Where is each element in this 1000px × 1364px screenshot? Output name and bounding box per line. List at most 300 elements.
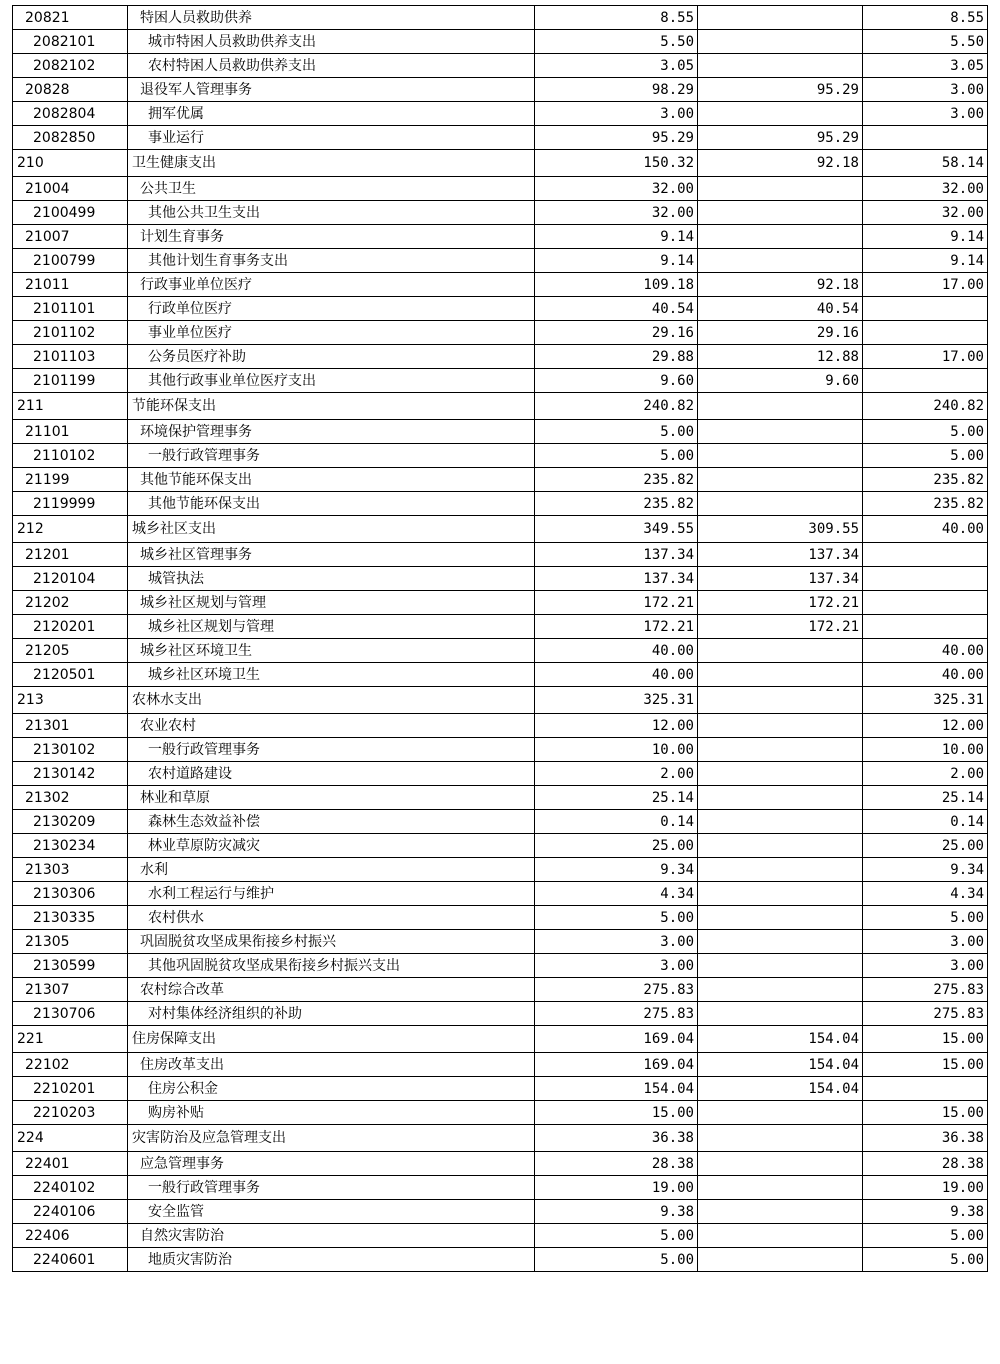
total-cell: 2.00 <box>535 762 698 786</box>
project-expenditure-cell: 235.82 <box>863 492 988 516</box>
total-cell: 5.00 <box>535 1248 698 1272</box>
project-expenditure-cell: 36.38 <box>863 1125 988 1152</box>
table-row <box>13 567 988 591</box>
total-cell: 15.00 <box>535 1101 698 1125</box>
project-expenditure-cell: 5.00 <box>863 1224 988 1248</box>
table-row <box>13 297 988 321</box>
name-cell: 其他公共卫生支出 <box>128 201 535 225</box>
project-expenditure-cell: 5.00 <box>863 906 988 930</box>
project-expenditure-cell <box>863 369 988 393</box>
total-cell: 8.55 <box>535 6 698 30</box>
name-cell: 特困人员救助供养 <box>128 6 535 30</box>
project-expenditure-cell: 9.34 <box>863 858 988 882</box>
basic-expenditure-cell: 309.55 <box>698 516 863 543</box>
code-cell: 2120104 <box>13 567 128 591</box>
name-cell: 林业草原防灾减灾 <box>128 834 535 858</box>
project-expenditure-cell: 19.00 <box>863 1176 988 1200</box>
code-cell: 22102 <box>13 1053 128 1077</box>
table-row <box>13 687 988 714</box>
table-row <box>13 858 988 882</box>
project-expenditure-cell: 10.00 <box>863 738 988 762</box>
project-expenditure-cell <box>863 297 988 321</box>
basic-expenditure-cell <box>698 1200 863 1224</box>
table-row <box>13 126 988 150</box>
code-cell: 2210201 <box>13 1077 128 1101</box>
project-expenditure-cell: 5.50 <box>863 30 988 54</box>
name-cell: 住房改革支出 <box>128 1053 535 1077</box>
total-cell: 5.50 <box>535 30 698 54</box>
project-expenditure-cell: 25.14 <box>863 786 988 810</box>
name-cell: 城乡社区规划与管理 <box>128 615 535 639</box>
total-cell: 25.00 <box>535 834 698 858</box>
table-row <box>13 177 988 201</box>
code-cell: 212 <box>13 516 128 543</box>
project-expenditure-cell: 40.00 <box>863 663 988 687</box>
code-cell: 2120501 <box>13 663 128 687</box>
name-cell: 其他节能环保支出 <box>128 468 535 492</box>
basic-expenditure-cell <box>698 1002 863 1026</box>
total-cell: 137.34 <box>535 567 698 591</box>
project-expenditure-cell: 5.00 <box>863 444 988 468</box>
code-cell: 2082101 <box>13 30 128 54</box>
name-cell: 其他巩固脱贫攻坚成果衔接乡村振兴支出 <box>128 954 535 978</box>
project-expenditure-cell: 15.00 <box>863 1053 988 1077</box>
basic-expenditure-cell <box>698 1125 863 1152</box>
project-expenditure-cell: 3.00 <box>863 954 988 978</box>
basic-expenditure-cell <box>698 810 863 834</box>
code-cell: 21011 <box>13 273 128 297</box>
total-cell: 9.60 <box>535 369 698 393</box>
basic-expenditure-cell: 154.04 <box>698 1053 863 1077</box>
code-cell: 21202 <box>13 591 128 615</box>
basic-expenditure-cell: 172.21 <box>698 591 863 615</box>
name-cell: 环境保护管理事务 <box>128 420 535 444</box>
name-cell: 农村综合改革 <box>128 978 535 1002</box>
basic-expenditure-cell: 154.04 <box>698 1077 863 1101</box>
code-cell: 2240102 <box>13 1176 128 1200</box>
project-expenditure-cell: 235.82 <box>863 468 988 492</box>
name-cell: 农村道路建设 <box>128 762 535 786</box>
basic-expenditure-cell <box>698 177 863 201</box>
basic-expenditure-cell <box>698 663 863 687</box>
name-cell: 事业单位医疗 <box>128 321 535 345</box>
table-row <box>13 1152 988 1176</box>
project-expenditure-cell <box>863 591 988 615</box>
table-row <box>13 369 988 393</box>
table-row <box>13 906 988 930</box>
name-cell: 住房公积金 <box>128 1077 535 1101</box>
total-cell: 0.14 <box>535 810 698 834</box>
code-cell: 2130209 <box>13 810 128 834</box>
name-cell: 一般行政管理事务 <box>128 738 535 762</box>
code-cell: 2082102 <box>13 54 128 78</box>
total-cell: 137.34 <box>535 543 698 567</box>
project-expenditure-cell: 3.05 <box>863 54 988 78</box>
project-expenditure-cell: 40.00 <box>863 516 988 543</box>
code-cell: 2082850 <box>13 126 128 150</box>
basic-expenditure-cell: 12.88 <box>698 345 863 369</box>
project-expenditure-cell: 15.00 <box>863 1026 988 1053</box>
code-cell: 21199 <box>13 468 128 492</box>
name-cell: 其他行政事业单位医疗支出 <box>128 369 535 393</box>
code-cell: 22406 <box>13 1224 128 1248</box>
code-cell: 2082804 <box>13 102 128 126</box>
basic-expenditure-cell <box>698 225 863 249</box>
name-cell: 应急管理事务 <box>128 1152 535 1176</box>
name-cell: 农业农村 <box>128 714 535 738</box>
total-cell: 150.32 <box>535 150 698 177</box>
total-cell: 5.00 <box>535 444 698 468</box>
basic-expenditure-cell <box>698 201 863 225</box>
table-row <box>13 543 988 567</box>
basic-expenditure-cell <box>698 834 863 858</box>
code-cell: 21205 <box>13 639 128 663</box>
basic-expenditure-cell: 92.18 <box>698 273 863 297</box>
basic-expenditure-cell <box>698 54 863 78</box>
project-expenditure-cell <box>863 1077 988 1101</box>
project-expenditure-cell: 28.38 <box>863 1152 988 1176</box>
code-cell: 2130306 <box>13 882 128 906</box>
name-cell: 公共卫生 <box>128 177 535 201</box>
basic-expenditure-cell: 95.29 <box>698 78 863 102</box>
table-row <box>13 54 988 78</box>
code-cell: 2210203 <box>13 1101 128 1125</box>
total-cell: 29.88 <box>535 345 698 369</box>
project-expenditure-cell: 325.31 <box>863 687 988 714</box>
code-cell: 21305 <box>13 930 128 954</box>
project-expenditure-cell: 5.00 <box>863 1248 988 1272</box>
basic-expenditure-cell <box>698 738 863 762</box>
basic-expenditure-cell <box>698 30 863 54</box>
total-cell: 36.38 <box>535 1125 698 1152</box>
total-cell: 32.00 <box>535 177 698 201</box>
table-row <box>13 444 988 468</box>
name-cell: 灾害防治及应急管理支出 <box>128 1125 535 1152</box>
name-cell: 住房保障支出 <box>128 1026 535 1053</box>
basic-expenditure-cell <box>698 6 863 30</box>
code-cell: 2240601 <box>13 1248 128 1272</box>
total-cell: 5.00 <box>535 906 698 930</box>
table-row <box>13 1224 988 1248</box>
name-cell: 林业和草原 <box>128 786 535 810</box>
name-cell: 水利 <box>128 858 535 882</box>
total-cell: 40.00 <box>535 663 698 687</box>
basic-expenditure-cell: 154.04 <box>698 1026 863 1053</box>
project-expenditure-cell: 9.38 <box>863 1200 988 1224</box>
name-cell: 农林水支出 <box>128 687 535 714</box>
total-cell: 3.00 <box>535 954 698 978</box>
table-row <box>13 1053 988 1077</box>
project-expenditure-cell: 3.00 <box>863 102 988 126</box>
basic-expenditure-cell: 95.29 <box>698 126 863 150</box>
table-row <box>13 321 988 345</box>
table-row <box>13 978 988 1002</box>
basic-expenditure-cell <box>698 444 863 468</box>
table-row <box>13 1200 988 1224</box>
project-expenditure-cell <box>863 567 988 591</box>
basic-expenditure-cell: 29.16 <box>698 321 863 345</box>
total-cell: 154.04 <box>535 1077 698 1101</box>
basic-expenditure-cell <box>698 1176 863 1200</box>
total-cell: 40.00 <box>535 639 698 663</box>
code-cell: 21101 <box>13 420 128 444</box>
basic-expenditure-cell <box>698 639 863 663</box>
name-cell: 事业运行 <box>128 126 535 150</box>
name-cell: 卫生健康支出 <box>128 150 535 177</box>
name-cell: 自然灾害防治 <box>128 1224 535 1248</box>
code-cell: 2240106 <box>13 1200 128 1224</box>
total-cell: 28.38 <box>535 1152 698 1176</box>
basic-expenditure-cell: 137.34 <box>698 567 863 591</box>
name-cell: 行政单位医疗 <box>128 297 535 321</box>
table-row <box>13 201 988 225</box>
table-row <box>13 345 988 369</box>
code-cell: 21201 <box>13 543 128 567</box>
project-expenditure-cell: 8.55 <box>863 6 988 30</box>
code-cell: 21004 <box>13 177 128 201</box>
table-row <box>13 150 988 177</box>
name-cell: 巩固脱贫攻坚成果衔接乡村振兴 <box>128 930 535 954</box>
code-cell: 210 <box>13 150 128 177</box>
total-cell: 172.21 <box>535 591 698 615</box>
total-cell: 275.83 <box>535 1002 698 1026</box>
total-cell: 9.14 <box>535 249 698 273</box>
basic-expenditure-cell: 40.54 <box>698 297 863 321</box>
total-cell: 95.29 <box>535 126 698 150</box>
table-row <box>13 492 988 516</box>
name-cell: 一般行政管理事务 <box>128 1176 535 1200</box>
project-expenditure-cell: 58.14 <box>863 150 988 177</box>
basic-expenditure-cell <box>698 714 863 738</box>
basic-expenditure-cell: 9.60 <box>698 369 863 393</box>
project-expenditure-cell <box>863 126 988 150</box>
code-cell: 224 <box>13 1125 128 1152</box>
basic-expenditure-cell <box>698 762 863 786</box>
table-row <box>13 393 988 420</box>
basic-expenditure-cell <box>698 420 863 444</box>
code-cell: 2130102 <box>13 738 128 762</box>
project-expenditure-cell: 275.83 <box>863 978 988 1002</box>
name-cell: 公务员医疗补助 <box>128 345 535 369</box>
name-cell: 城乡社区支出 <box>128 516 535 543</box>
name-cell: 农村供水 <box>128 906 535 930</box>
code-cell: 2130706 <box>13 1002 128 1026</box>
table-row <box>13 1026 988 1053</box>
code-cell: 2120201 <box>13 615 128 639</box>
basic-expenditure-cell <box>698 906 863 930</box>
basic-expenditure-cell <box>698 468 863 492</box>
code-cell: 2101199 <box>13 369 128 393</box>
table-row <box>13 834 988 858</box>
basic-expenditure-cell: 172.21 <box>698 615 863 639</box>
project-expenditure-cell: 32.00 <box>863 201 988 225</box>
table-row <box>13 420 988 444</box>
table-row <box>13 882 988 906</box>
name-cell: 城乡社区规划与管理 <box>128 591 535 615</box>
name-cell: 其他计划生育事务支出 <box>128 249 535 273</box>
table-row <box>13 786 988 810</box>
name-cell: 行政事业单位医疗 <box>128 273 535 297</box>
code-cell: 2130234 <box>13 834 128 858</box>
total-cell: 172.21 <box>535 615 698 639</box>
total-cell: 325.31 <box>535 687 698 714</box>
budget-expenditure-table <box>12 5 988 1272</box>
total-cell: 19.00 <box>535 1176 698 1200</box>
total-cell: 32.00 <box>535 201 698 225</box>
name-cell: 退役军人管理事务 <box>128 78 535 102</box>
table-row <box>13 249 988 273</box>
total-cell: 235.82 <box>535 492 698 516</box>
project-expenditure-cell: 2.00 <box>863 762 988 786</box>
project-expenditure-cell: 25.00 <box>863 834 988 858</box>
table-row <box>13 954 988 978</box>
table-row <box>13 30 988 54</box>
total-cell: 240.82 <box>535 393 698 420</box>
table-row <box>13 468 988 492</box>
table-row <box>13 1077 988 1101</box>
table-row <box>13 738 988 762</box>
table-row <box>13 615 988 639</box>
project-expenditure-cell: 9.14 <box>863 225 988 249</box>
code-cell: 2130335 <box>13 906 128 930</box>
project-expenditure-cell: 40.00 <box>863 639 988 663</box>
name-cell: 拥军优属 <box>128 102 535 126</box>
total-cell: 12.00 <box>535 714 698 738</box>
project-expenditure-cell <box>863 615 988 639</box>
table-row <box>13 1101 988 1125</box>
name-cell: 水利工程运行与维护 <box>128 882 535 906</box>
total-cell: 10.00 <box>535 738 698 762</box>
code-cell: 20821 <box>13 6 128 30</box>
code-cell: 221 <box>13 1026 128 1053</box>
table-row <box>13 663 988 687</box>
table-row <box>13 810 988 834</box>
name-cell: 城乡社区环境卫生 <box>128 663 535 687</box>
code-cell: 2100499 <box>13 201 128 225</box>
code-cell: 2130599 <box>13 954 128 978</box>
total-cell: 9.14 <box>535 225 698 249</box>
table-row <box>13 1248 988 1272</box>
project-expenditure-cell <box>863 321 988 345</box>
project-expenditure-cell: 4.34 <box>863 882 988 906</box>
name-cell: 森林生态效益补偿 <box>128 810 535 834</box>
project-expenditure-cell: 32.00 <box>863 177 988 201</box>
name-cell: 城市特困人员救助供养支出 <box>128 30 535 54</box>
basic-expenditure-cell <box>698 1248 863 1272</box>
project-expenditure-cell: 9.14 <box>863 249 988 273</box>
table-row <box>13 1125 988 1152</box>
table-row <box>13 516 988 543</box>
name-cell: 农村特困人员救助供养支出 <box>128 54 535 78</box>
table-row <box>13 591 988 615</box>
code-cell: 21007 <box>13 225 128 249</box>
basic-expenditure-cell <box>698 882 863 906</box>
total-cell: 9.34 <box>535 858 698 882</box>
code-cell: 21307 <box>13 978 128 1002</box>
table-row <box>13 78 988 102</box>
name-cell: 其他节能环保支出 <box>128 492 535 516</box>
total-cell: 29.16 <box>535 321 698 345</box>
name-cell: 城乡社区管理事务 <box>128 543 535 567</box>
table-row <box>13 639 988 663</box>
total-cell: 3.00 <box>535 102 698 126</box>
table-body <box>13 6 988 1272</box>
name-cell: 节能环保支出 <box>128 393 535 420</box>
total-cell: 3.00 <box>535 930 698 954</box>
project-expenditure-cell <box>863 543 988 567</box>
code-cell: 2130142 <box>13 762 128 786</box>
name-cell: 地质灾害防治 <box>128 1248 535 1272</box>
basic-expenditure-cell <box>698 687 863 714</box>
project-expenditure-cell: 240.82 <box>863 393 988 420</box>
project-expenditure-cell: 12.00 <box>863 714 988 738</box>
total-cell: 5.00 <box>535 1224 698 1248</box>
basic-expenditure-cell <box>698 492 863 516</box>
code-cell: 2119999 <box>13 492 128 516</box>
total-cell: 98.29 <box>535 78 698 102</box>
table-row <box>13 225 988 249</box>
table-row <box>13 6 988 30</box>
total-cell: 25.14 <box>535 786 698 810</box>
basic-expenditure-cell <box>698 954 863 978</box>
basic-expenditure-cell <box>698 978 863 1002</box>
code-cell: 21302 <box>13 786 128 810</box>
basic-expenditure-cell <box>698 858 863 882</box>
code-cell: 20828 <box>13 78 128 102</box>
total-cell: 275.83 <box>535 978 698 1002</box>
total-cell: 3.05 <box>535 54 698 78</box>
basic-expenditure-cell <box>698 1224 863 1248</box>
basic-expenditure-cell <box>698 1152 863 1176</box>
project-expenditure-cell: 3.00 <box>863 78 988 102</box>
total-cell: 4.34 <box>535 882 698 906</box>
name-cell: 安全监管 <box>128 1200 535 1224</box>
code-cell: 2100799 <box>13 249 128 273</box>
table-row <box>13 762 988 786</box>
project-expenditure-cell: 3.00 <box>863 930 988 954</box>
basic-expenditure-cell <box>698 1101 863 1125</box>
code-cell: 2101101 <box>13 297 128 321</box>
project-expenditure-cell: 17.00 <box>863 273 988 297</box>
project-expenditure-cell: 275.83 <box>863 1002 988 1026</box>
table-row <box>13 714 988 738</box>
project-expenditure-cell: 15.00 <box>863 1101 988 1125</box>
name-cell: 对村集体经济组织的补助 <box>128 1002 535 1026</box>
basic-expenditure-cell <box>698 786 863 810</box>
name-cell: 购房补贴 <box>128 1101 535 1125</box>
basic-expenditure-cell <box>698 102 863 126</box>
code-cell: 213 <box>13 687 128 714</box>
table-row <box>13 273 988 297</box>
project-expenditure-cell: 0.14 <box>863 810 988 834</box>
total-cell: 169.04 <box>535 1026 698 1053</box>
code-cell: 2110102 <box>13 444 128 468</box>
total-cell: 40.54 <box>535 297 698 321</box>
project-expenditure-cell: 5.00 <box>863 420 988 444</box>
basic-expenditure-cell <box>698 930 863 954</box>
total-cell: 235.82 <box>535 468 698 492</box>
name-cell: 一般行政管理事务 <box>128 444 535 468</box>
total-cell: 9.38 <box>535 1200 698 1224</box>
total-cell: 169.04 <box>535 1053 698 1077</box>
code-cell: 211 <box>13 393 128 420</box>
code-cell: 22401 <box>13 1152 128 1176</box>
code-cell: 2101102 <box>13 321 128 345</box>
table-row <box>13 1002 988 1026</box>
code-cell: 21303 <box>13 858 128 882</box>
table-row <box>13 930 988 954</box>
name-cell: 城乡社区环境卫生 <box>128 639 535 663</box>
